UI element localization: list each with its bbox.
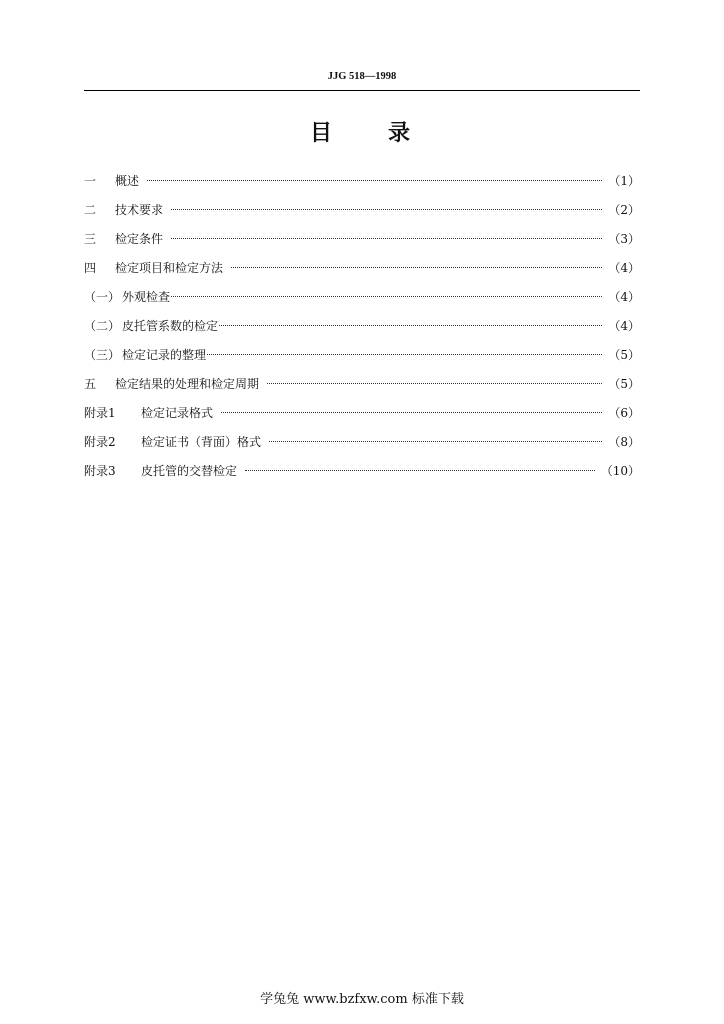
toc-row xyxy=(84,456,640,485)
toc-page-number: （10） xyxy=(600,464,640,478)
toc-page-number: （5） xyxy=(608,377,640,391)
toc-leader xyxy=(171,296,602,297)
toc-row xyxy=(84,282,640,311)
toc-row xyxy=(84,195,640,224)
toc-number: 三 xyxy=(84,232,97,246)
toc-title: 检定项目和检定方法 xyxy=(115,261,224,275)
toc-title: 皮托管系数的检定 xyxy=(122,319,219,333)
toc-title: 概述 xyxy=(115,174,140,188)
toc-title: 检定记录的整理 xyxy=(122,348,207,362)
toc-row xyxy=(84,253,640,282)
toc-row xyxy=(84,340,640,369)
toc-row xyxy=(84,427,640,456)
toc-page-number: （6） xyxy=(608,406,640,420)
toc-leader xyxy=(269,441,602,442)
header-divider xyxy=(84,90,640,91)
toc-leader xyxy=(219,325,602,326)
toc-title: 检定记录格式 xyxy=(141,406,214,420)
toc-number: （二） xyxy=(84,319,121,333)
toc-title: 技术要求 xyxy=(115,203,164,217)
page-title: 目 录 xyxy=(309,120,414,146)
toc-row xyxy=(84,224,640,253)
toc-number: （一） xyxy=(84,290,121,304)
toc-page-number: （8） xyxy=(608,435,640,449)
toc-row xyxy=(84,398,640,427)
toc-number: 四 xyxy=(84,261,97,275)
toc-title: 检定证书（背面）格式 xyxy=(141,435,262,449)
toc-leader xyxy=(147,180,602,181)
toc-leader xyxy=(171,209,602,210)
toc-row xyxy=(84,369,640,398)
toc-number: 五 xyxy=(84,377,97,391)
toc-leader xyxy=(207,354,602,355)
footer-watermark-text: 学兔兔 www.bzfxw.com 标准下载 xyxy=(260,992,464,1007)
toc-number: （三） xyxy=(84,348,121,362)
toc-leader xyxy=(221,412,602,413)
toc-row xyxy=(84,166,640,195)
toc-page-number: （4） xyxy=(608,261,640,275)
toc-number: 一 xyxy=(84,174,97,188)
toc-leader xyxy=(267,383,602,384)
toc-title: 检定结果的处理和检定周期 xyxy=(115,377,260,391)
toc-page-number: （2） xyxy=(608,203,640,217)
toc-number: 附录2 xyxy=(84,435,116,449)
toc-leader xyxy=(231,267,602,268)
toc-number: 二 xyxy=(84,203,97,217)
toc-page-number: （4） xyxy=(608,290,640,304)
toc-leader xyxy=(245,470,595,471)
toc-row xyxy=(84,311,640,340)
toc-title: 皮托管的交替检定 xyxy=(141,464,238,478)
toc-number: 附录3 xyxy=(84,464,116,478)
toc-title: 外观检查 xyxy=(122,290,171,304)
toc-title: 检定条件 xyxy=(115,232,164,246)
toc-page-number: （3） xyxy=(608,232,640,246)
toc-page-number: （1） xyxy=(608,174,640,188)
standard-code-header: JJG 518—1998 xyxy=(327,71,397,82)
toc-number: 附录1 xyxy=(84,406,116,420)
toc-page-number: （5） xyxy=(608,348,640,362)
toc-leader xyxy=(171,238,602,239)
table-of-contents xyxy=(84,166,640,485)
toc-page-number: （4） xyxy=(608,319,640,333)
